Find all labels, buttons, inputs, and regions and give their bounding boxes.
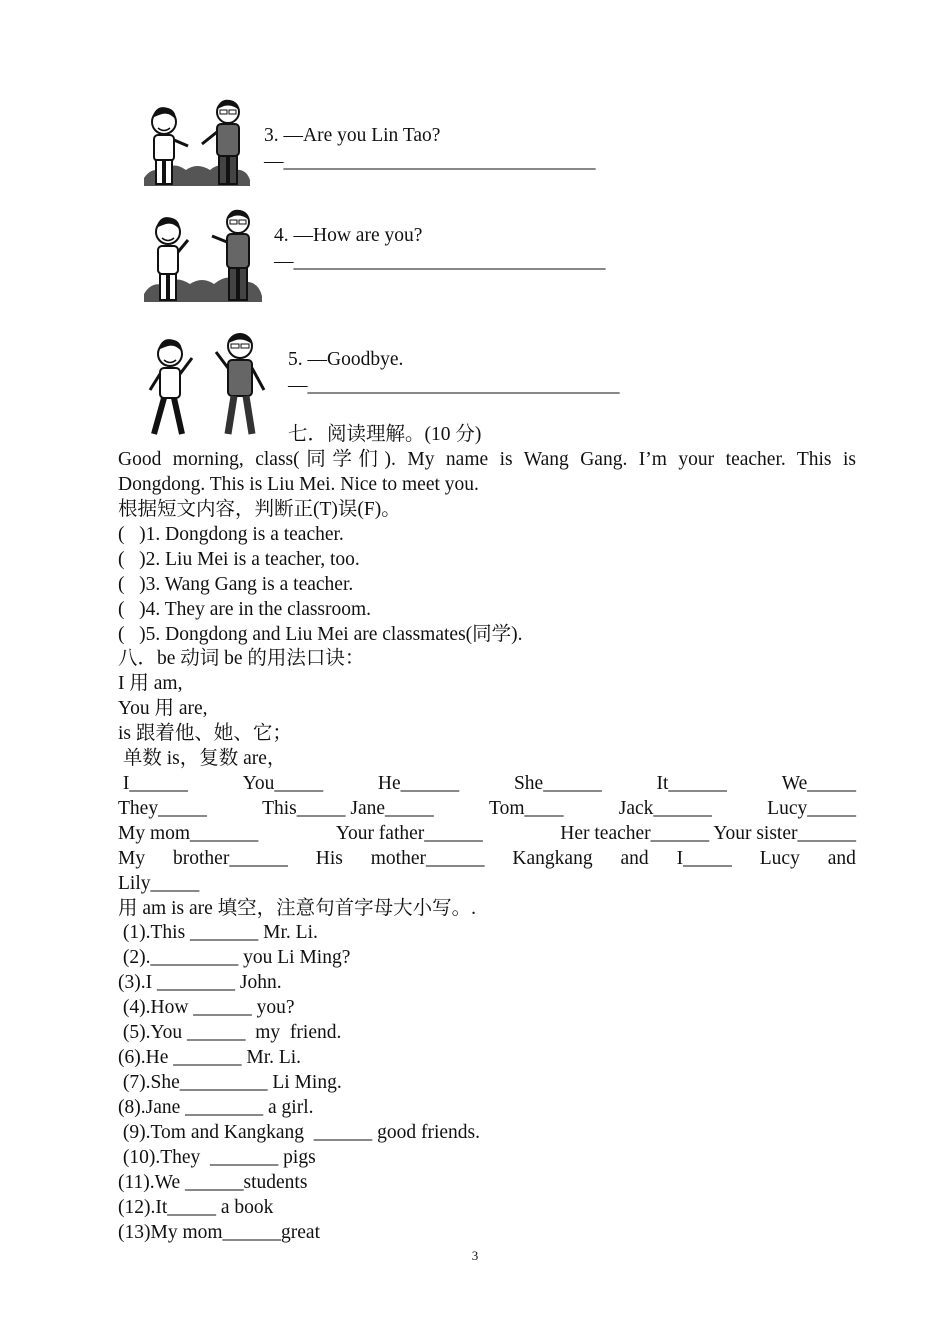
rhyme-line-1: I 用 am, xyxy=(118,673,183,694)
fill-item-5: (5).You ______ my friend. xyxy=(118,1022,342,1043)
fill-item-10: (10).They _______ pigs xyxy=(118,1147,316,1168)
blank-he: He______ xyxy=(377,773,460,794)
fill-item-12: (12).It_____ a book xyxy=(118,1197,274,1218)
dialogue-4-question: 4. —How are you? xyxy=(274,225,423,246)
word-and: and xyxy=(620,848,649,869)
boys-waving-illustration xyxy=(140,330,276,440)
rhyme-line-3: is 跟着他、她、它； xyxy=(118,723,292,744)
tf-instruction: 根据短文内容，判断正(T)误(F)。 xyxy=(118,499,401,520)
blank-lily: Lily_____ xyxy=(118,873,200,894)
fill-item-11: (11).We ______students xyxy=(118,1172,308,1193)
blank-my-mom: My mom_______ xyxy=(118,823,259,844)
blank-your-father: Your father______ xyxy=(335,823,483,844)
fill-item-3: (3).I ________ John. xyxy=(118,972,282,993)
fill-item-4: (4).How ______ you? xyxy=(118,997,295,1018)
word-his: His xyxy=(315,848,343,869)
rhyme-line-4: 单数 is，复数 are， xyxy=(118,748,287,769)
pronoun-row-3 xyxy=(118,821,856,846)
tf-item-2: ( )2. Liu Mei is a teacher, too. xyxy=(118,549,360,570)
fill-item-8: (8).Jane ________ a girl. xyxy=(118,1097,314,1118)
blank-this-jane: This_____ Jane_____ xyxy=(262,798,434,819)
blank-mother: mother______ xyxy=(370,848,485,869)
passage-line-1-text: Good morning, class(同学们). My name is Wang Gang. I’m your teacher. This is xyxy=(118,449,856,470)
blank-they: They_____ xyxy=(118,798,207,819)
fill-item-9: (9).Tom and Kangkang ______ good friends. xyxy=(118,1122,481,1143)
word-my: My xyxy=(118,848,146,869)
blank-we: We_____ xyxy=(781,773,856,794)
word-kangkang: Kangkang xyxy=(512,848,593,869)
word-and-2: and xyxy=(827,848,856,869)
fill-item-6: (6).He _______ Mr. Li. xyxy=(118,1047,302,1068)
fill-item-1: (1).This _______ Mr. Li. xyxy=(118,922,318,943)
pronoun-row-1 xyxy=(118,771,856,796)
tf-item-3: ( )3. Wang Gang is a teacher. xyxy=(118,574,354,595)
blank-brother: brother______ xyxy=(173,848,288,869)
fill-instruction: 用 am is are 填空，注意句首字母大小写。. xyxy=(118,898,477,919)
section-7-heading: 七．阅读理解。(10 分) xyxy=(288,424,482,445)
dialogue-3-answer-line: —________________________________ xyxy=(264,151,596,172)
passage-line-1 xyxy=(118,447,856,472)
pronoun-row-4 xyxy=(118,846,856,871)
pronoun-row-2 xyxy=(118,796,856,821)
blank-i: I______ xyxy=(118,773,188,794)
fill-item-7: (7).She_________ Li Ming. xyxy=(118,1072,342,1093)
blank-jack: Jack______ xyxy=(618,798,712,819)
blank-you: You_____ xyxy=(242,773,324,794)
tf-item-4: ( )4. They are in the classroom. xyxy=(118,599,372,620)
boys-greeting-illustration-2 xyxy=(142,206,266,308)
fill-item-13: (13)My mom______great xyxy=(118,1222,321,1243)
dialogue-3-question: 3. —Are you Lin Tao? xyxy=(264,125,441,146)
boys-greeting-illustration-1 xyxy=(142,98,252,192)
dialogue-5-question: 5. —Goodbye. xyxy=(288,349,404,370)
dialogue-5-answer-line: —________________________________ xyxy=(288,375,620,396)
dialogue-4-answer-line: —________________________________ xyxy=(274,251,606,272)
section-8-heading: 八．be 动词 be 的用法口诀： xyxy=(118,648,365,669)
tf-item-5: ( )5. Dongdong and Liu Mei are classmates(同学). xyxy=(118,624,523,645)
blank-it: It______ xyxy=(656,773,727,794)
page-number: 3 xyxy=(471,1248,479,1263)
blank-tom: Tom____ xyxy=(489,798,564,819)
blank-she: She______ xyxy=(513,773,602,794)
tf-item-1: ( )1. Dongdong is a teacher. xyxy=(118,524,344,545)
blank-lucy: Lucy_____ xyxy=(767,798,856,819)
blank-her-teacher-your-sister: Her teacher______ Your sister______ xyxy=(560,823,856,844)
passage-line-2: Dongdong. This is Liu Mei. Nice to meet you. xyxy=(118,474,479,495)
word-lucy: Lucy xyxy=(759,848,800,869)
rhyme-line-2: You 用 are, xyxy=(118,698,208,719)
fill-item-2: (2)._________ you Li Ming? xyxy=(118,947,351,968)
blank-kangkang-and-i: I_____ xyxy=(676,848,732,869)
